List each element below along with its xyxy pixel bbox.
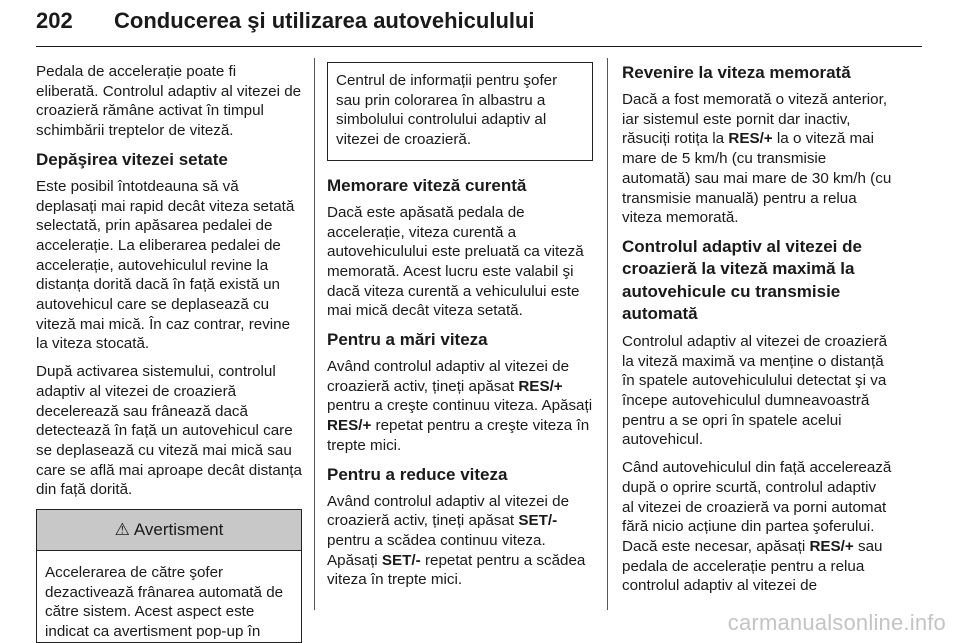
warning-box-continued bbox=[327, 62, 593, 161]
warning-triangle-icon: ⚠ bbox=[114, 520, 130, 540]
heading-exceed-speed: Depăşirea vitezei setate bbox=[36, 149, 228, 169]
res-plus-key: RES/+ bbox=[518, 377, 563, 395]
warning-box bbox=[36, 509, 302, 643]
exceed-speed-paragraph: Este posibil întotdeauna să vă deplasați mai rapid decât viteza setată selectată, prin apăsarea pedalei de accelerație. La eliberarea pedalei de accelerație, autovehiculul revine la distanța dorită dacă în față există un autovehicul care se deplasează cu viteză mai mică. În caz contrar, revine la viteza stocată. bbox=[36, 177, 295, 353]
warning-body bbox=[37, 551, 301, 642]
page-title: Conducerea şi utilizarea autovehiculului bbox=[114, 8, 535, 33]
warning-title: Avertisment bbox=[133, 520, 224, 540]
increase-speed-paragraph: Având controlul adaptiv al vitezei de croazieră activ, țineți apăsat RES/+ pentru a creşte continuu viteza. Apăsați RES/+ repetat pentru a creşte viteza în trepte mici. bbox=[327, 358, 593, 454]
reduce-speed-paragraph: Având controlul adaptiv al vitezei de croazieră activ, țineți apăsat SET/- pentru a scădea continuu viteza. Apăsați SET/- repetat pentru a scădea viteza în trepte mici. bbox=[327, 492, 586, 589]
after-activation-paragraph: După activarea sistemului, controlul adaptiv al vitezei de croazieră decelerează sau frânează dacă detectează în față un autovehicul care se deplasează cu viteză mai mică sau care se află mai aproape decât distanța din față dorită. bbox=[36, 363, 302, 499]
heading-store-speed: Memorare viteză curentă bbox=[327, 175, 527, 195]
page-number: 202 bbox=[36, 8, 73, 33]
set-minus-key: SET/- bbox=[518, 512, 558, 530]
intro-paragraph: Pedala de accelerație poate fi eliberată. Controlul adaptiv al vitezei de croazieră rămâne activat în timpul schimbării treptelor de viteză. bbox=[36, 63, 302, 140]
warning-text-continued: Centrul de informații pentru şofer sau prin colorarea în albastru a simbolului controlului adaptiv al vitezei de croazieră. bbox=[336, 72, 558, 149]
heading-increase-speed: Pentru a mări viteza bbox=[327, 330, 488, 350]
heading-resume-speed: Revenire la viteza memorată bbox=[622, 63, 851, 82]
stop-and-go-paragraph: Când autovehiculul din față accelerează după o oprire scurtă, controlul adaptiv al vitezei de croazieră va porni automat fără nicio acțiune din partea şoferului. Dacă este necesar, apăsați RES/+ sau pedala de accelerație pentru a relua controlul adaptiv al vitezei de bbox=[622, 459, 892, 595]
watermark: carmanualsonline.info bbox=[727, 610, 946, 635]
store-speed-paragraph: Dacă este apăsată pedala de accelerație, viteza curentă a autovehiculului este preluată ca viteză memorată. Acest lucru este valabil şi dacă viteza curentă a vehiculului este mai mică decât viteza setată. bbox=[327, 203, 584, 320]
full-speed-range-paragraph: Controlul adaptiv al vitezei de croazieră la viteză maximă va menține o distanță în spatele autovehiculului detectat şi va începe autovehiculul dumneavoastră pentru a se opri în spatele acelui autovehicul. bbox=[622, 332, 888, 449]
res-plus-key: RES/+ bbox=[809, 537, 854, 555]
res-plus-key: RES/+ bbox=[327, 417, 372, 435]
heading-reduce-speed: Pentru a reduce viteza bbox=[327, 464, 508, 484]
warning-text: Accelerarea de către şofer dezactivează frânarea automată de către sistem. Acest aspect este indicat ca avertisment pop-up în bbox=[45, 564, 284, 641]
heading-full-speed-range: Controlul adaptiv al vitezei de croazieră la viteză maximă la autovehicule cu transmisie automată bbox=[622, 236, 862, 324]
column-divider-left bbox=[314, 58, 315, 610]
warning-header bbox=[37, 510, 301, 551]
header-rule bbox=[36, 46, 922, 47]
resume-speed-paragraph: Dacă a fost memorată o viteză anterior, iar sistemul este pornit dar inactiv, răsuciți rotița la RES/+ la o viteză mai mare de 5 km/h (cu transmisie automată) sau mai mare de 30 km/h (cu transmisie manuală) pentru a relua viteza memorată. bbox=[622, 91, 892, 227]
column-divider-right bbox=[607, 58, 608, 610]
set-minus-key: SET/- bbox=[381, 551, 421, 569]
page-header bbox=[36, 6, 922, 46]
column-middle bbox=[327, 62, 593, 598]
column-right bbox=[622, 62, 892, 604]
res-plus-key: RES/+ bbox=[728, 130, 773, 148]
column-left bbox=[36, 62, 302, 643]
